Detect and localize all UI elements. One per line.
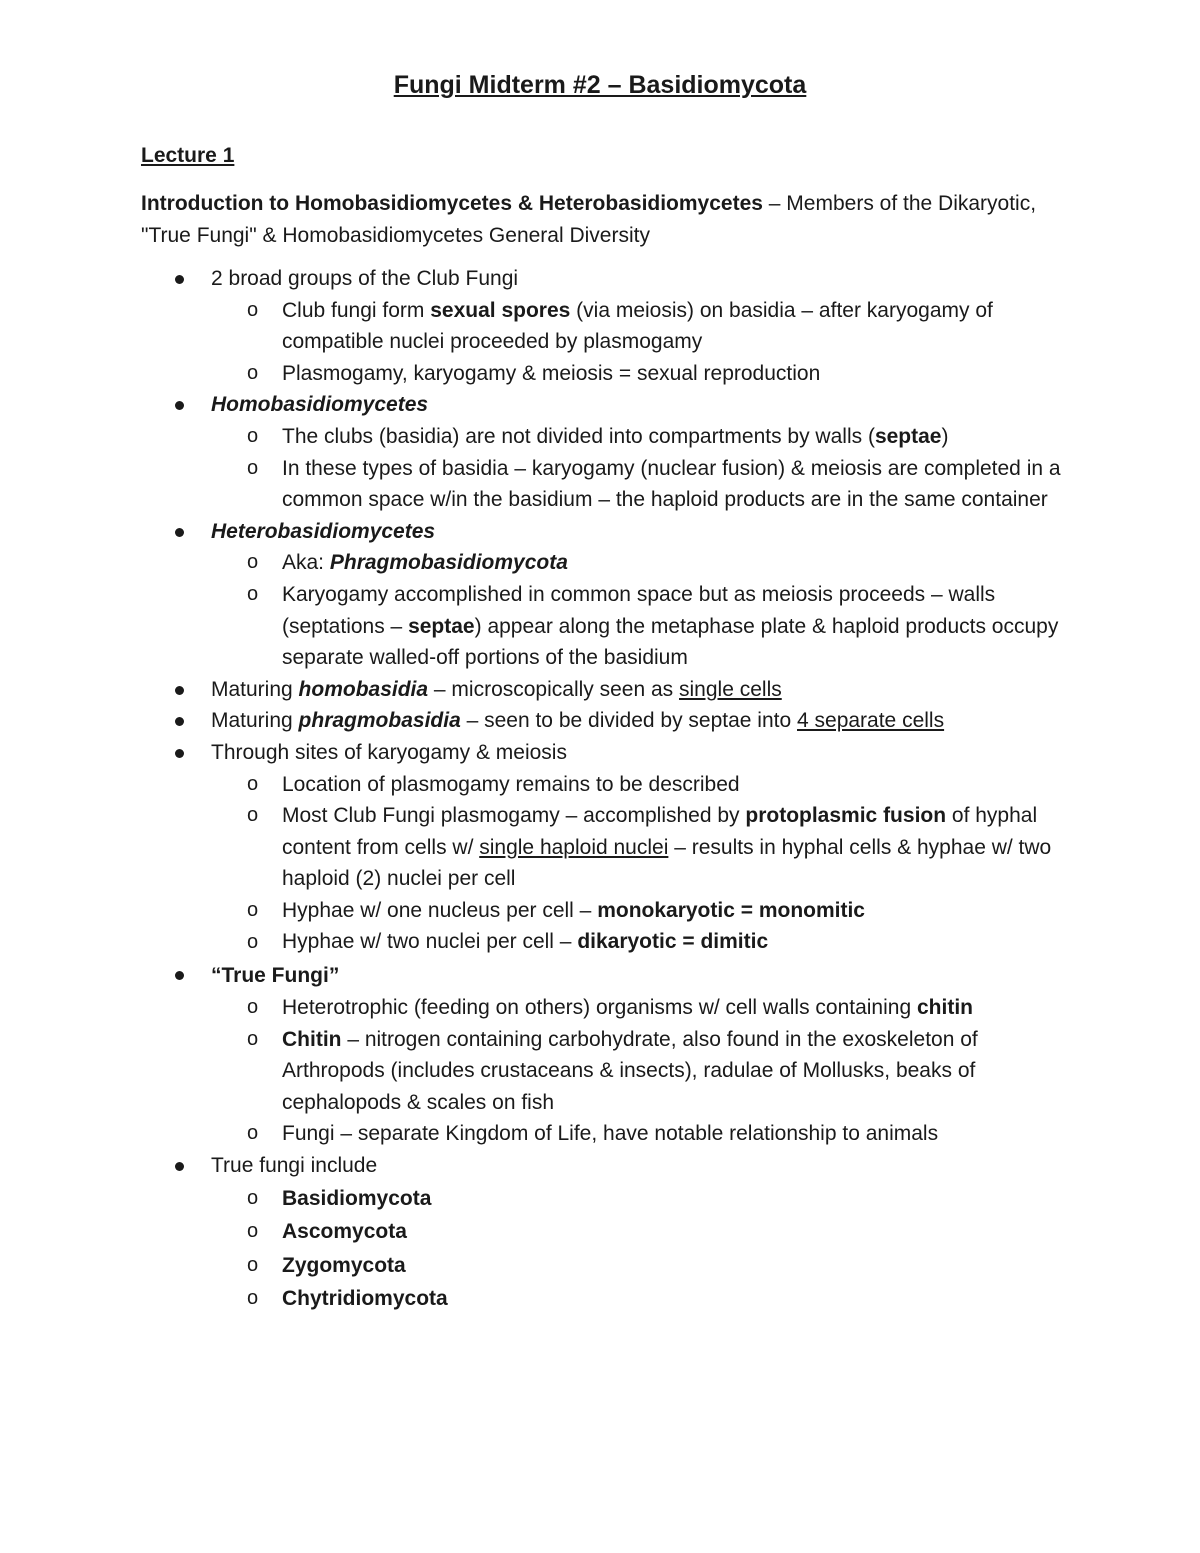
intro-heading: Introduction to Homobasidiomycetes & Heterobasidiomycetes [141, 192, 763, 215]
list-item [0, 1150, 1071, 1316]
sub-list [0, 1182, 1071, 1316]
sub-item: o Club fungi form sexual spores (via meiosis) on basidia – after karyogamy of compatible nuclei proceeded by plasmogamy [0, 295, 1072, 358]
sub-bullet-icon: o [247, 456, 259, 479]
sub-bullet-icon: o [247, 1027, 259, 1050]
bullet-icon [175, 401, 184, 410]
list-item [0, 737, 1071, 959]
list-item [0, 516, 1071, 674]
sub-bullet-icon: o [247, 772, 259, 795]
bullet-icon [175, 971, 184, 980]
list-item: Maturing homobasidia – microscopically seen as single cells [0, 674, 1071, 706]
list-item [0, 263, 1071, 389]
intro-paragraph [141, 188, 1061, 251]
sub-item: o Hyphae w/ two nuclei per cell – dikaryotic = dimitic [0, 926, 1072, 959]
sub-list [0, 992, 1071, 1150]
sub-item: o Fungi – separate Kingdom of Life, have notable relationship to animals [0, 1118, 1072, 1150]
sub-bullet-icon: o [247, 804, 259, 827]
sub-bullet-icon: o [247, 931, 259, 954]
sub-bullet-icon: o [247, 424, 259, 447]
sub-item: o Basidiomycota [0, 1182, 1072, 1216]
sub-bullet-icon: o [247, 1287, 259, 1310]
sub-item: o Ascomycota [0, 1215, 1072, 1249]
bullet-icon [175, 686, 184, 695]
sub-bullet-icon: o [247, 361, 259, 384]
intro-text: – Members of the Dikaryotic, "True Fungi" & Homobasidiomycetes General Diversity [141, 192, 1037, 247]
sub-list [0, 295, 1071, 390]
sub-list [0, 769, 1071, 959]
bullet-icon [175, 275, 184, 284]
bullet-icon [175, 528, 184, 537]
notes-list [0, 263, 1200, 1316]
sub-bullet-icon: o [247, 995, 259, 1018]
sub-bullet-icon: o [247, 1186, 259, 1209]
item-text: Heterobasidiomycetes [211, 519, 436, 543]
bullet-icon [175, 749, 184, 758]
sub-bullet-icon: o [247, 298, 259, 321]
lecture-heading: Lecture 1 [141, 144, 235, 167]
list-item [0, 959, 1071, 1150]
item-text: True fungi include [211, 1153, 378, 1177]
bullet-icon [175, 1162, 184, 1171]
sub-list [0, 547, 1071, 673]
sub-item: o Chitin – nitrogen containing carbohydrate, also found in the exoskeleton of Arthropods (includes crustaceans & insects), radulae of Mollusks, beaks of cephalopods & scales on fish [0, 1024, 1072, 1119]
sub-list [0, 421, 1071, 516]
sub-item: o Karyogamy accomplished in common space but as meiosis proceeds – walls (septations – septae) appear along the metaphase plate & haploid products occupy separate walled-off portions of the basidium [0, 579, 1072, 674]
sub-item: o Zygomycota [0, 1249, 1072, 1283]
item-text: Through sites of karyogamy & meiosis [211, 740, 567, 764]
sub-item: o The clubs (basidia) are not divided into compartments by walls (septae) [0, 421, 1072, 453]
sub-bullet-icon: o [247, 582, 259, 605]
sub-item: o Location of plasmogamy remains to be described [0, 769, 1072, 801]
list-item: Maturing phragmobasidia – seen to be divided by septae into 4 separate cells [0, 705, 1071, 737]
sub-item: o Most Club Fungi plasmogamy – accomplished by protoplasmic fusion of hyphal content from cells w/ single haploid nuclei – results in hyphal cells & hyphae w/ two haploid (2) nuclei per cell [0, 800, 1072, 895]
sub-item: o In these types of basidia – karyogamy (nuclear fusion) & meiosis are completed in a common space w/in the basidium – the haploid products are in the same container [0, 453, 1072, 516]
list-item [0, 389, 1071, 515]
sub-item: o Heterotrophic (feeding on others) organisms w/ cell walls containing chitin [0, 992, 1072, 1024]
item-text: Homobasidiomycetes [211, 393, 429, 417]
sub-item: o Hyphae w/ one nucleus per cell – monokaryotic = monomitic [0, 895, 1072, 927]
page-title: Fungi Midterm #2 – Basidiomycota [393, 71, 807, 99]
bullet-icon [175, 717, 184, 726]
item-text: 2 broad groups of the Club Fungi [211, 267, 519, 290]
sub-bullet-icon: o [247, 551, 259, 574]
sub-bullet-icon: o [247, 898, 259, 921]
sub-bullet-icon: o [247, 1253, 259, 1276]
sub-bullet-icon: o [247, 1220, 259, 1243]
sub-item: o Aka: Phragmobasidiomycota [0, 547, 1072, 579]
sub-item: o Chytridiomycota [0, 1282, 1072, 1316]
item-text: “True Fungi” [211, 963, 340, 987]
sub-bullet-icon: o [247, 1122, 259, 1145]
sub-item: o Plasmogamy, karyogamy & meiosis = sexual reproduction [0, 358, 1072, 390]
